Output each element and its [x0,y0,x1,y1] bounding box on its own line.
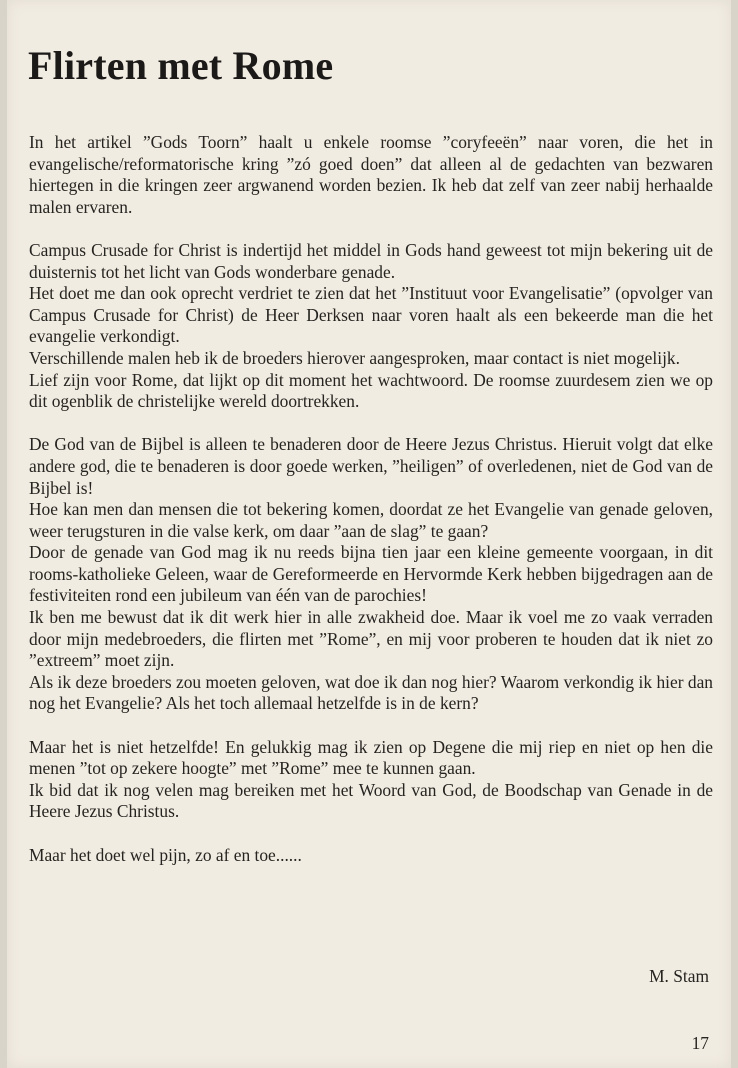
article-paragraph: Het doet me dan ook oprecht verdriet te zien dat het ”Instituut voor Evangelisatie” (opvolger van Campus Crusade for Christ) de Heer Derksen naar voren haalt als een bekeerde man die het evangelie verkondigt. [29,283,713,347]
bleed-through-ghost-text [707,42,717,74]
page-number: 17 [691,1033,709,1053]
article-closing-line: Maar het doet wel pijn, zo af en toe...... [29,844,302,865]
article-paragraph: Verschillende malen heb ik de broeders hierover aangesproken, maar contact is niet mogelijk. [29,347,680,368]
article-paragraph: Hoe kan men dan mensen die tot bekering komen, doordat ze het Evangelie van genade geloven, weer terugsturen in die valse kerk, om daar ”aan de slag” te gaan? [29,499,713,541]
article-paragraph: Door de genade van God mag ik nu reeds bijna tien jaar een kleine gemeente voorgaan, in dit rooms-katholieke Geleen, waar de Gereformeerde en Hervormde Kerk hebben bijgedragen aan de festiviteiten rond een jubileum van één van de parochies! [29,542,713,606]
article-paragraph: In het artikel ”Gods Toorn” haalt u enkele roomse ”coryfeeën” naar voren, die het in evangelische/reformatorische kring ”zó goed doen” dat alleen al de gedachten van bezwaren hiertegen in die kringen zeer argwanend worden bezien. Ik heb dat zelf van zeer nabij herhaalde malen ervaren. [29,132,713,217]
article-paragraph: Als ik deze broeders zou moeten geloven, wat doe ik dan nog hier? Waarom verkondig ik hier dan nog het Evangelie? Als het toch allemaal hetzelfde is in de kern? [29,671,713,714]
article-paragraph: Lief zijn voor Rome, dat lijkt op dit moment het wachtwoord. De roomse zuurdesem zien we op dit ogenblik de christelijke wereld doortrekken. [29,369,713,412]
document-page [7,0,731,1068]
article-paragraph: Ik bid dat ik nog velen mag bereiken met het Woord van God, de Boodschap van Genade in de Heere Jezus Christus. [29,779,713,822]
article-paragraph: Maar het is niet hetzelfde! En gelukkig mag ik zien op Degene die mij riep en niet op hen die menen ”tot op zekere hoogte” met ”Rome” mee te kunnen gaan. [29,736,713,779]
author-signature: M. Stam [649,966,709,986]
article-paragraph: Campus Crusade for Christ is indertijd het middel in Gods hand geweest tot mijn bekering uit de duisternis tot het licht van Gods wonderbare genade. [29,239,713,282]
article-title: Flirten met Rome [28,43,334,88]
article-body [29,132,713,866]
article-paragraph: Ik ben me bewust dat ik dit werk hier in alle zwakheid doe. Maar ik voel me zo vaak verraden door mijn medebroeders, die flirten met ”Rome”, en mij voor proberen te houden dat ik niet zo ”extreem” moet zijn. [29,607,713,671]
article-paragraph: De God van de Bijbel is alleen te benaderen door de Heere Jezus Christus. Hieruit volgt dat elke andere god, die te benaderen is door goede werken, ”heiligen” of overledenen, niet de God van de Bijbel is! [29,434,713,498]
